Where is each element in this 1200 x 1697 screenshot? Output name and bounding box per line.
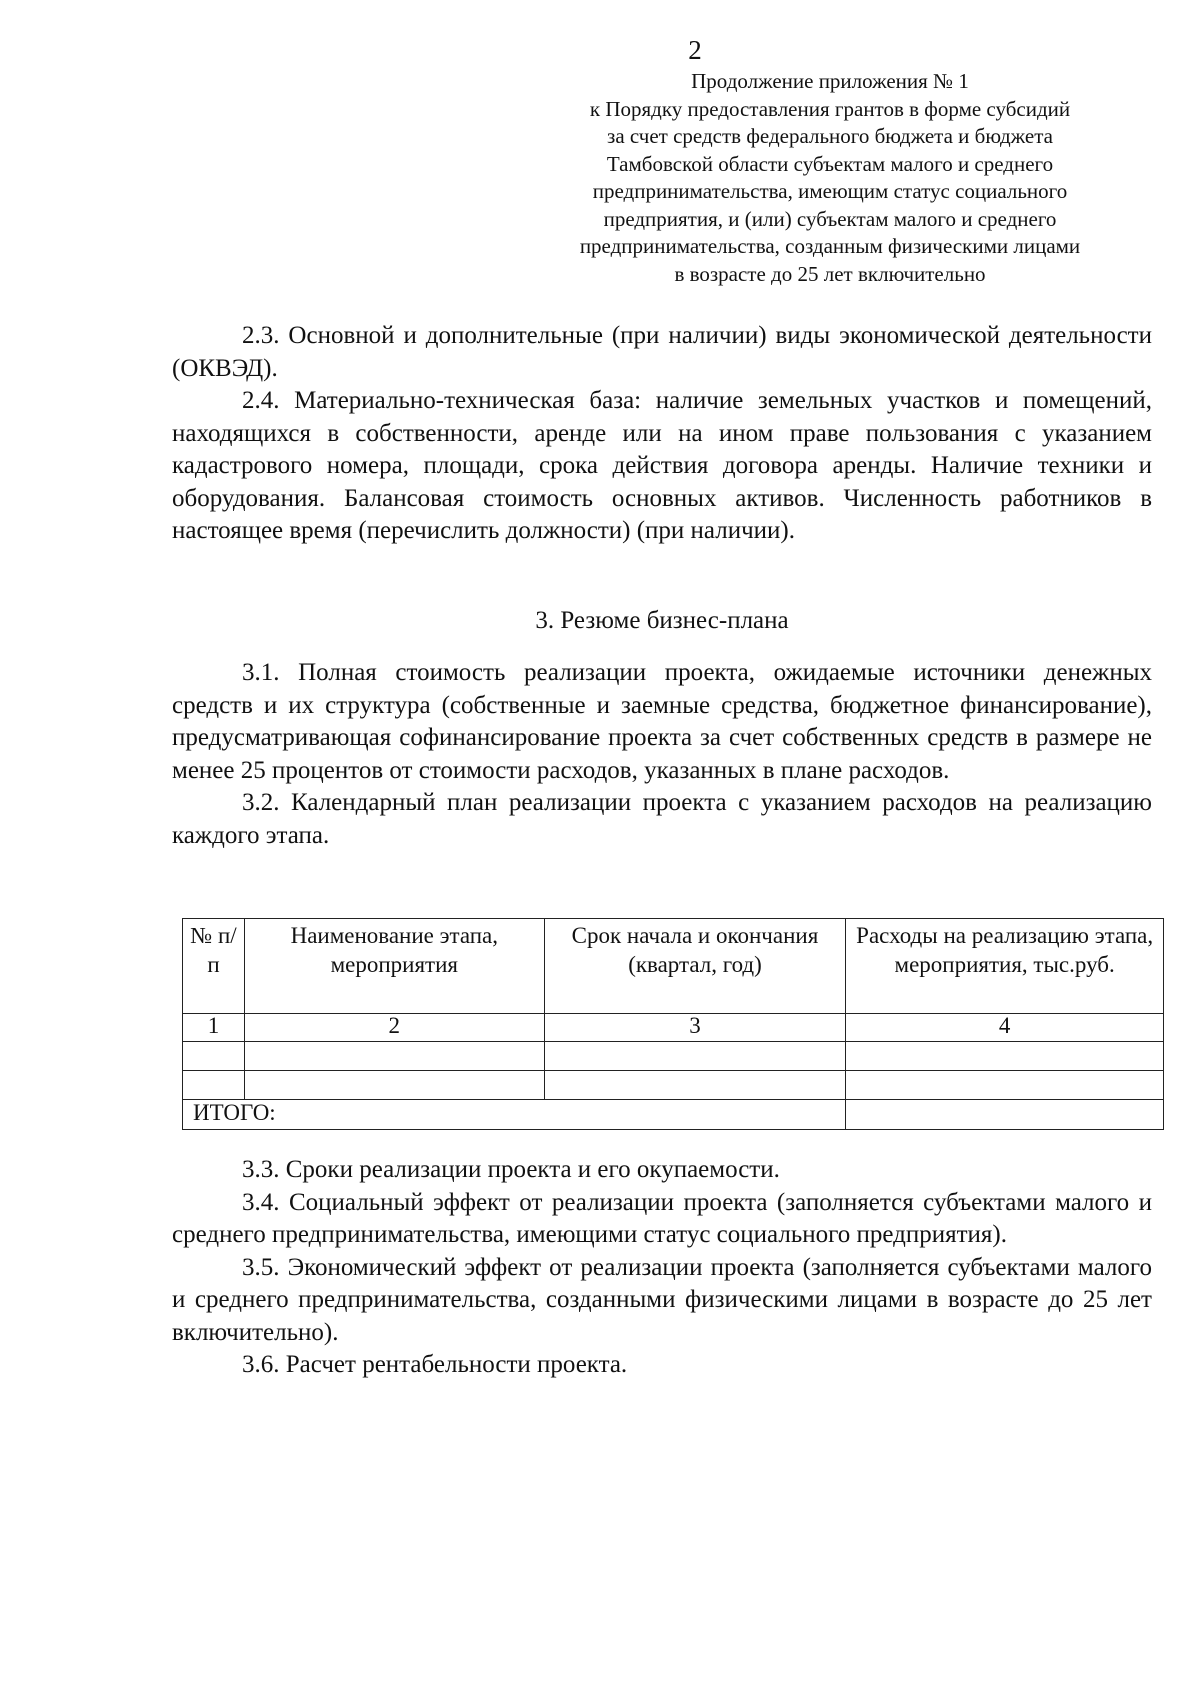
appendix-line: предприятия, и (или) субъектам малого и среднего [603, 206, 1057, 231]
table-row [183, 1042, 1164, 1071]
table-cell [183, 1071, 245, 1100]
appendix-line: за счет средств федерального бюджета и бюджета [607, 124, 1053, 148]
paragraph-3-6: 3.6. Расчет рентабельности проекта. [242, 1351, 628, 1378]
table-cell [846, 1042, 1164, 1071]
section-heading: 3. Резюме бизнес-плана [535, 607, 789, 634]
table-cell [544, 1042, 846, 1071]
table-total-row [183, 1100, 1164, 1130]
table-header-row [183, 919, 1164, 1014]
table-cell [846, 1071, 1164, 1100]
section-3-paragraphs [172, 657, 1152, 852]
header-cell: № п/п [183, 919, 245, 1014]
appendix-line: предпринимательства, созданным физическими лицами [579, 234, 1081, 258]
column-number-cell: 4 [846, 1014, 1164, 1042]
header-cell: Наименование этапа, мероприятия [244, 919, 544, 1014]
appendix-line: Продолжение приложения № 1 [691, 69, 969, 93]
header-cell: Срок начала и окончания (квартал, год) [544, 919, 846, 1014]
page-number: 2 [688, 35, 702, 65]
table-row [183, 1071, 1164, 1100]
column-number-cell: 1 [183, 1014, 245, 1042]
table-column-number-row [183, 1014, 1164, 1042]
appendix-line: к Порядку предоставления грантов в форме субсидий [589, 96, 1071, 121]
paragraph-2-3: 2.3. Основной и дополнительные (при наличии) виды экономической деятельности (ОКВЭД). [172, 322, 1152, 382]
section-2-paragraphs [172, 320, 1152, 548]
column-number-cell: 2 [244, 1014, 544, 1042]
total-value-cell [846, 1100, 1164, 1130]
table-cell [244, 1071, 544, 1100]
appendix-header [540, 68, 1120, 288]
appendix-line: в возрасте до 25 лет включительно [674, 261, 986, 286]
header-cell: Расходы на реализацию этапа, мероприятия, тыс.руб. [846, 919, 1164, 1014]
total-label: ИТОГО: [183, 1100, 846, 1130]
table-cell [544, 1071, 846, 1100]
paragraph-3-5: 3.5. Экономический эффект от реализации проекта (заполняется субъектами малого и среднего предпринимательства, созданными физическими лицами в возрасте до 25 лет включительно). [172, 1253, 1152, 1346]
appendix-line: предпринимательства, имеющим статус социального [592, 179, 1068, 203]
paragraph-3-2: 3.2. Календарный план реализации проекта с указанием расходов на реализацию каждого этапа. [172, 789, 1152, 849]
appendix-line: Тамбовской области субъектам малого и среднего [606, 151, 1054, 176]
paragraph-3-4: 3.4. Социальный эффект от реализации проекта (заполняется субъектами малого и среднего предпринимательства, имеющими статус социального предприятия). [172, 1188, 1152, 1248]
column-number-cell: 3 [544, 1014, 846, 1042]
paragraph-3-3: 3.3. Сроки реализации проекта и его окупаемости. [242, 1156, 780, 1183]
table-cell [183, 1042, 245, 1071]
table-cell [244, 1042, 544, 1071]
paragraph-3-1: 3.1. Полная стоимость реализации проекта, ожидаемые источники денежных средств и их структура (собственные и заемные средства, бюджетное финансирование), предусматривающая софинансирование проекта за счет собственных средств в размере не менее 25 процентов от стоимости расходов, указанных в плане расходов. [172, 659, 1152, 784]
section-3-continued-paragraphs [172, 1154, 1152, 1382]
paragraph-2-4: 2.4. Материально-техническая база: наличие земельных участков и помещений, находящихся в собственности, аренде или на ином праве пользования с указанием кадастрового номера, площади, срока действия договора аренды. Наличие техники и оборудования. Балансовая стоимость основных активов. Численность работников в настоящее время (перечислить должности) (при наличии). [172, 387, 1152, 544]
calendar-plan-table [182, 918, 1164, 1130]
